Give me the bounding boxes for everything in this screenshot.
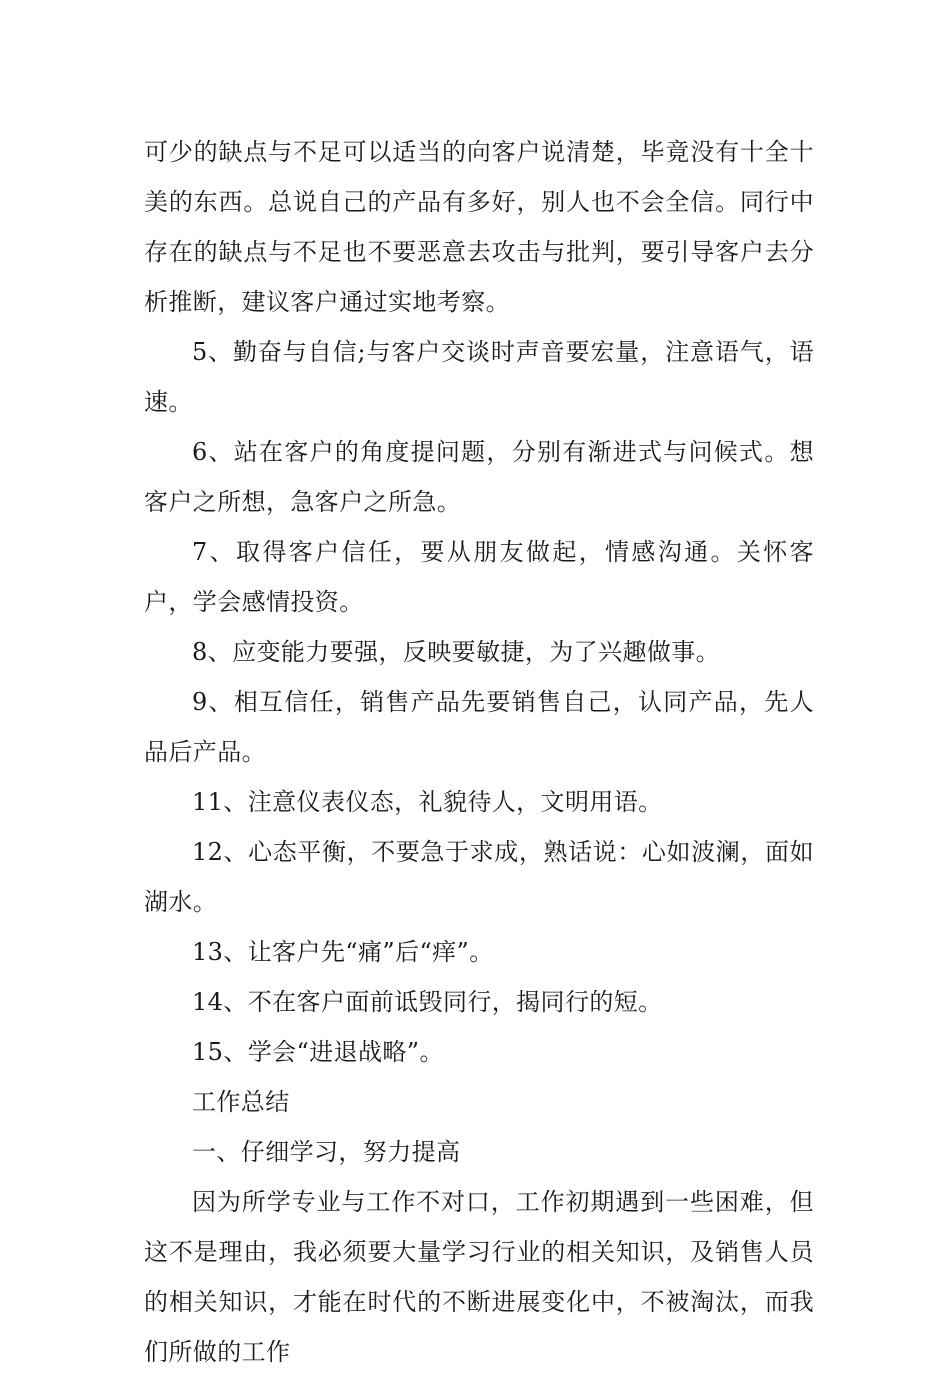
list-item-9: 9、相互信任，销售产品先要销售自己，认同产品，先人品后产品。 (144, 688, 814, 766)
document-body (144, 127, 814, 1377)
list-item-7: 7、取得客户信任，要从朋友做起，情感沟通。关怀客户，学会感情投资。 (144, 538, 814, 616)
list-item-15: 15、学会“进退战略”。 (192, 1038, 444, 1066)
list-item-12: 12、心态平衡，不要急于求成，熟话说：心如波澜，面如湖水。 (144, 838, 814, 916)
body-paragraph: 因为所学专业与工作不对口，工作初期遇到一些困难，但这不是理由，我必须要大量学习行业的相关知识，及销售人员的相关知识，才能在时代的不断进展变化中，不被淘汰，而我们所做的工作 (144, 1188, 814, 1366)
list-item-14: 14、不在客户面前诋毁同行，揭同行的短。 (192, 988, 663, 1016)
list-item-13: 13、让客户先“痛”后“痒”。 (192, 938, 494, 966)
list-item-5: 5、勤奋与自信;与客户交谈时声音要宏量，注意语气，语速。 (144, 338, 814, 416)
subsection-heading: 一、仔细学习，努力提高 (192, 1138, 461, 1166)
list-item-11: 11、注意仪表仪态，礼貌待人，文明用语。 (192, 788, 663, 816)
paragraph-continuation: 可少的缺点与不足可以适当的向客户说清楚，毕竟没有十全十美的东西。总说自己的产品有多好，别人也不会全信。同行中存在的缺点与不足也不要恶意去攻击与批判，要引导客户去分析推断，建议客户通过实地考察。 (144, 138, 814, 316)
list-item-8: 8、应变能力要强，反映要敏捷，为了兴趣做事。 (192, 638, 721, 666)
section-heading: 工作总结 (192, 1088, 290, 1116)
list-item-6: 6、站在客户的角度提问题，分别有渐进式与问候式。想客户之所想，急客户之所急。 (144, 438, 814, 516)
